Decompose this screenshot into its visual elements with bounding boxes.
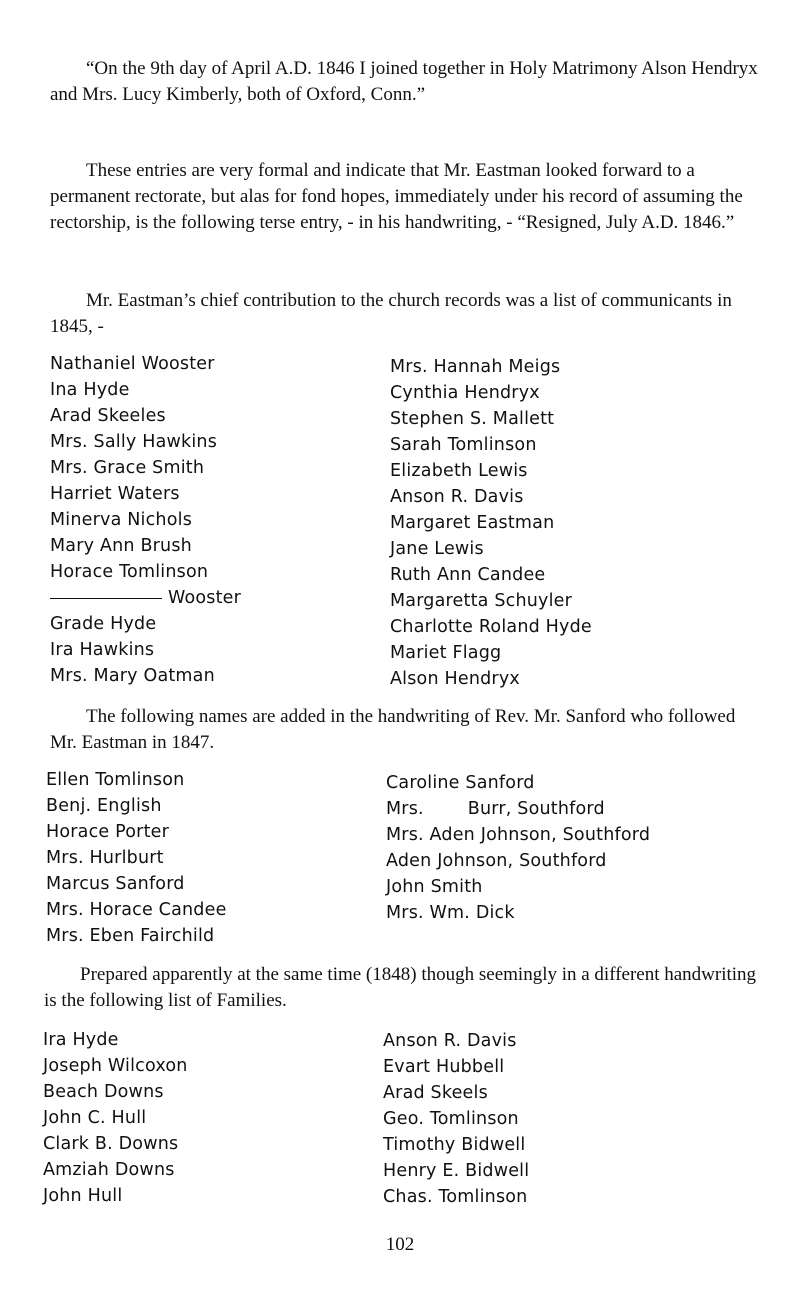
list-item: Ira Hawkins [50,640,155,660]
communicants-left-column [50,351,241,689]
list-item: Ina Hyde [50,380,130,400]
list-item: Mrs. Hurlburt [46,848,164,868]
list-item: Alson Hendryx [390,669,520,689]
list-item: Evart Hubbell [383,1057,505,1077]
families-left-column [43,1027,188,1209]
list-item: Chas. Tomlinson [383,1187,528,1207]
sanford-left-column [46,767,227,949]
list-item: Charlotte Roland Hyde [390,617,592,637]
list-item: Clark B. Downs [43,1134,179,1154]
list-item: Sarah Tomlinson [390,435,537,455]
list-item: Minerva Nichols [50,510,193,530]
list-item: Mrs. Mary Oatman [50,666,215,686]
list-item: Grade Hyde [50,614,157,634]
list-item: Harriet Waters [50,484,180,504]
list-item: Aden Johnson, Southford [386,851,607,871]
list-item: Mrs. Eben Fairchild [46,926,215,946]
list-item: Mrs. Wm. Dick [386,903,515,923]
blank-name-line [50,598,162,599]
list-item: Henry E. Bidwell [383,1161,530,1181]
list-item: Nathaniel Wooster [50,354,215,374]
sanford-right-column [386,770,650,926]
list-item-title: Mrs. [386,799,424,819]
list-item: Joseph Wilcoxon [43,1056,188,1076]
list-item: Jane Lewis [390,539,484,559]
list-item: Mrs. Hannah Meigs [390,357,561,377]
list-item: Arad Skeels [383,1083,488,1103]
quote-paragraph: “On the 9th day of April A.D. 1846 I joined together in Holy Matrimony Alson Hendryx and Mrs. Lucy Kimberly, both of Oxford, Conn.” [50,58,758,105]
list-item: Margaretta Schuyler [390,591,573,611]
list-item: Mariet Flagg [390,643,502,663]
list-item: Mrs. Aden Johnson, Southford [386,825,651,845]
list-item: Stephen S. Mallett [390,409,555,429]
list-item: Arad Skeeles [50,406,166,426]
list-item: Anson R. Davis [383,1031,517,1051]
list-item: Cynthia Hendryx [390,383,540,403]
list-item: John Smith [386,877,483,897]
list-item: Geo. Tomlinson [383,1109,519,1129]
families-right-column [383,1028,529,1210]
list-item-with-gap [386,796,650,822]
list-item: Horace Porter [46,822,169,842]
list-item: Margaret Eastman [390,513,555,533]
communicants-intro-paragraph: Mr. Eastman’s chief contribution to the church records was a list of communicants in 1845, - [50,290,732,337]
list-item-with-blank [50,585,241,611]
families-intro-paragraph: Prepared apparently at the same time (1848) though seemingly in a different handwriting is the following list of Families. [44,964,757,1011]
sanford-intro-paragraph: The following names are added in the handwriting of Rev. Mr. Sanford who followed Mr. Eastman in 1847. [50,706,736,753]
list-item: Caroline Sanford [386,773,535,793]
list-item-surname: Wooster [168,588,242,608]
list-item: Horace Tomlinson [50,562,209,582]
list-item: Marcus Sanford [46,874,185,894]
list-item: Elizabeth Lewis [390,461,528,481]
list-item: Mrs. Grace Smith [50,458,205,478]
list-item: Mrs. Sally Hawkins [50,432,218,452]
list-item: Ruth Ann Candee [390,565,546,585]
list-item: Beach Downs [43,1082,164,1102]
list-item: Mrs. Horace Candee [46,900,227,920]
page-number: 102 [385,1234,415,1255]
communicants-right-column [390,354,592,692]
list-item-name: Burr, Southford [467,799,605,819]
list-item: Anson R. Davis [390,487,524,507]
list-item: John C. Hull [43,1108,147,1128]
list-item: Mary Ann Brush [50,536,192,556]
list-item: Timothy Bidwell [383,1135,526,1155]
list-item: Ira Hyde [43,1030,119,1050]
formal-entries-paragraph: These entries are very formal and indicate that Mr. Eastman looked forward to a permanent rectorate, but alas for fond hopes, immediately under his record of assuming the rectorship, is the following terse entry, - in his handwriting, - “Resigned, July A.D. 1846.” [50,160,743,233]
list-item: Amziah Downs [43,1160,175,1180]
list-item: John Hull [43,1186,123,1206]
list-item: Benj. English [46,796,162,816]
list-item: Ellen Tomlinson [46,770,185,790]
